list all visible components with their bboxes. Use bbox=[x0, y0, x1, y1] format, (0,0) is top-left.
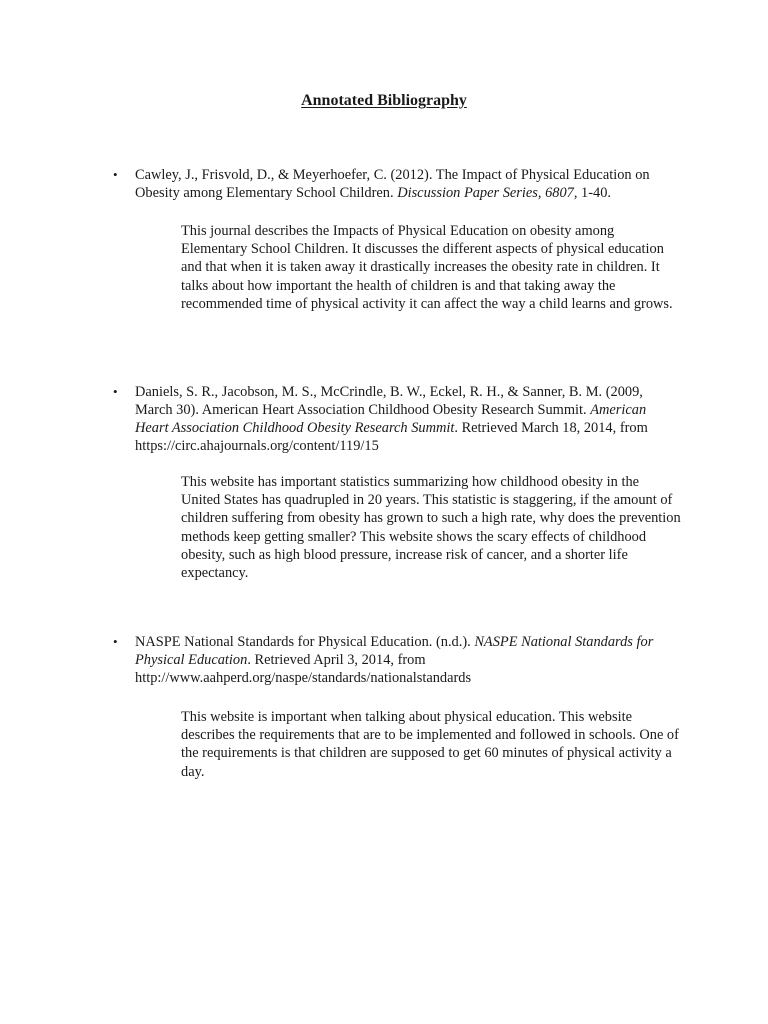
page-title: Annotated Bibliography bbox=[301, 92, 467, 109]
annotation-text: This website has important statistics summarizing how childhood obesity in the United States has quadrupled in 20 years. This statistic is staggering, if the amount of children suffering from obesity has grown to such a high rate, why does the prevention methods keep getting smaller? This website shows the scary effects of childhood obesity, such as high blood pressure, increase risk of cancer, and a shorter life expectancy. bbox=[181, 474, 681, 582]
citation-text: NASPE National Standards for Physical Education. (n.d.). bbox=[135, 634, 475, 650]
citation-text-end: . Retrieved April 3, 2014, from http://www.aahperd.org/naspe/standards/nationalstandards bbox=[135, 652, 472, 686]
annotation-text: This journal describes the Impacts of Physical Education on obesity among Elementary School Children. It discusses the different aspects of physical education and that when it is taken away it drastically increases the obesity rate in children. It talks about how important the health of children is and that taking away the recommended time of physical activity it can affect the way a child learns and grows. bbox=[181, 223, 673, 312]
citation-source-italic: American Heart Association Childhood Obesity Research Summit bbox=[135, 402, 647, 436]
citation bbox=[135, 633, 680, 687]
annotation-text: This website is important when talking about physical education. This website describes the requirements that are to be implemented and followed in schools. One of the requirements is that children are supposed to get 60 minutes of physical activity a day. bbox=[181, 709, 679, 780]
citation bbox=[135, 383, 680, 455]
bullet-icon: • bbox=[113, 384, 118, 399]
citation-text: Daniels, S. R., Jacobson, M. S., McCrindle, B. W., Eckel, R. H., & Sanner, B. M. (2009, March 30). American Heart Association Childhood Obesity Research Summit. bbox=[135, 384, 643, 418]
citation-text-end: . Retrieved March 18, 2014, from https://circ.ahajournals.org/content/119/15 bbox=[135, 420, 648, 454]
citation-text-end: , 1-40. bbox=[573, 185, 612, 201]
bullet-icon: • bbox=[113, 634, 118, 649]
citation-source-italic: NASPE National Standards for Physical Education bbox=[135, 634, 654, 668]
citation bbox=[135, 166, 680, 202]
bullet-icon: • bbox=[113, 167, 118, 182]
citation-source-italic: Discussion Paper Series, 6807 bbox=[397, 185, 574, 201]
citation-text: Cawley, J., Frisvold, D., & Meyerhoefer, C. (2012). The Impact of Physical Education on Obesity among Elementary School Children. bbox=[135, 167, 650, 201]
